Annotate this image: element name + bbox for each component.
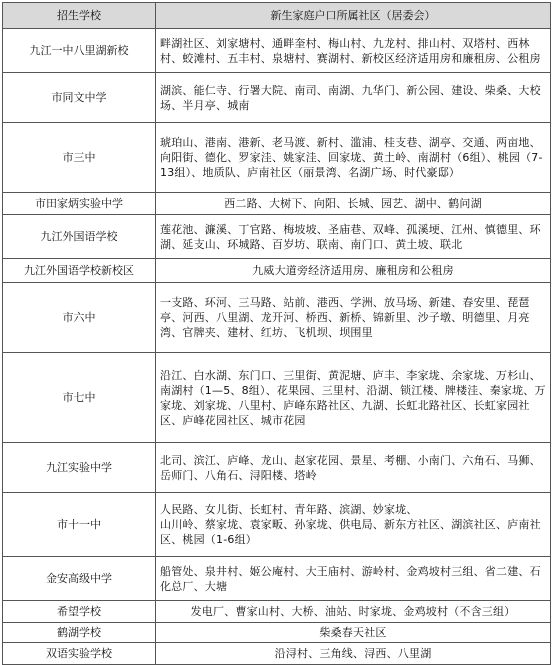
table-row: [3, 259, 551, 283]
community-text: 船管处、泉井村、姬公庵村、大王庙村、游岭村、金鸡坡村三组、省二建、石化总厂、大塘: [160, 564, 541, 593]
table-container: [2, 2, 550, 660]
community-text: 湖滨、能仁寺、行署大院、南司、南湖、九华门、新公园、建设、柴桑、大校场、半月亭、城南: [160, 83, 541, 112]
table-row: [3, 557, 551, 601]
school-name: 九江外国语学校新校区: [3, 259, 156, 283]
community-text: 山川岭、蔡家垅、袁家畈、孙家垅、供电局、新东方社区、湖滨社区、庐南社区、桃园（1-6组）: [160, 518, 541, 546]
table-row: [3, 493, 551, 557]
table-row: [3, 623, 551, 643]
community-list: [156, 353, 551, 443]
community-list: [156, 73, 551, 123]
table-body: [3, 29, 551, 665]
community-text: 西二路、大树下、向阳、长城、园艺、湖中、鹤问湖: [224, 197, 482, 210]
header-school: 招生学校: [3, 3, 156, 29]
table-row: [3, 29, 551, 73]
table-row: [3, 353, 551, 443]
community-text: 发电厂、曹家山村、大桥、油站、时家垅、金鸡坡村（不含三组）: [190, 605, 516, 618]
community-list: [156, 29, 551, 73]
header-community: 新生家庭户口所属社区（居委会）: [156, 3, 551, 29]
table-row: [3, 123, 551, 193]
school-name: 市六中: [3, 283, 156, 353]
community-list: [156, 215, 551, 259]
table-row: [3, 193, 551, 215]
community-text: 柴桑春天社区: [319, 626, 387, 639]
school-name: 九江外国语学校: [3, 215, 156, 259]
community-text: 九威大道旁经济适用房、廉租房和公租房: [252, 264, 454, 277]
school-name: 市七中: [3, 353, 156, 443]
community-list: [156, 193, 551, 215]
school-name: 金安高级中学: [3, 557, 156, 601]
community-list: [156, 443, 551, 493]
community-list: [156, 259, 551, 283]
community-list: [156, 283, 551, 353]
school-name: 九江一中八里湖新校: [3, 29, 156, 73]
community-text: 一支路、环河、三马路、站前、港西、学洲、放马场、新建、春安里、琵琶亭、河西、八里湖、龙开河、桥西、新桥、锦新里、沙子墩、明德里、月亮湾、官牌夹、建材、红坊、飞机坝、坝围里: [160, 296, 530, 339]
header-row: [3, 3, 551, 29]
table-row: [3, 443, 551, 493]
school-name: 希望学校: [3, 601, 156, 623]
community-list: [156, 493, 551, 557]
enrollment-table: [2, 2, 551, 665]
community-list: [156, 123, 551, 193]
community-list: [156, 623, 551, 643]
table-row: [3, 601, 551, 623]
school-name: 市三中: [3, 123, 156, 193]
school-name: 市十一中: [3, 493, 156, 557]
table-row: [3, 215, 551, 259]
table-row: [3, 283, 551, 353]
community-text: 莲花池、濂溪、丁官路、梅坡坡、圣庙巷、双峰、孤溪埂、江州、慎德里、环湖、延支山、环城路、百岁坊、联南、南门口、黄土坡、联北: [160, 222, 541, 251]
community-list: [156, 601, 551, 623]
school-name: 双语实验学校: [3, 643, 156, 665]
community-text: 畔湖社区、刘家塘村、通畔奎村、梅山村、九龙村、排山村、双塔村、西林村、蛟滩村、五丰村、泉塘村、赛湖村、新校区经济适用房和廉租房、公租房: [160, 36, 541, 65]
school-name: 市田家炳实验中学: [3, 193, 156, 215]
table-row: [3, 643, 551, 665]
community-text: 琥珀山、港南、港新、老马渡、新村、滥浦、桂支巷、湖亭、交通、两亩地、向阳街、德化、罗家洼、姚家洼、回家垅、黄土岭、南湖村（6组）、桃园（7-13组）、地质队、庐南社区（丽景湾、名湖广场、时代豪邸）: [160, 136, 543, 179]
community-text: 人民路、女儿街、长虹村、青年路、滨湖、妙家垅、: [160, 503, 418, 516]
community-text: 沿浔村、三角线、浔西、八里湖: [274, 647, 432, 660]
school-name: 鹤湖学校: [3, 623, 156, 643]
table-row: [3, 73, 551, 123]
school-name: 市同文中学: [3, 73, 156, 123]
community-list: [156, 557, 551, 601]
community-text: 沿江、白水湖、东门口、三里街、黄泥塘、庐丰、李家垅、余家垅、万杉山、南湖村（1—5、8组）、花果园、三里村、沿湖、锁江楼、牌楼洼、秦家垅、万家垅、刘家垅、八里村、庐峰东路社区、九湖、长虹北路社区、长虹家园社区、庐峰花园社区、城市花园: [160, 368, 546, 427]
school-name: 九江实验中学: [3, 443, 156, 493]
community-text: 北司、滨江、庐峰、龙山、赵家花园、景星、考棚、小南门、六角石、马狮、岳师门、八角石、浔阳楼、塔岭: [160, 453, 541, 482]
community-list: [156, 643, 551, 665]
